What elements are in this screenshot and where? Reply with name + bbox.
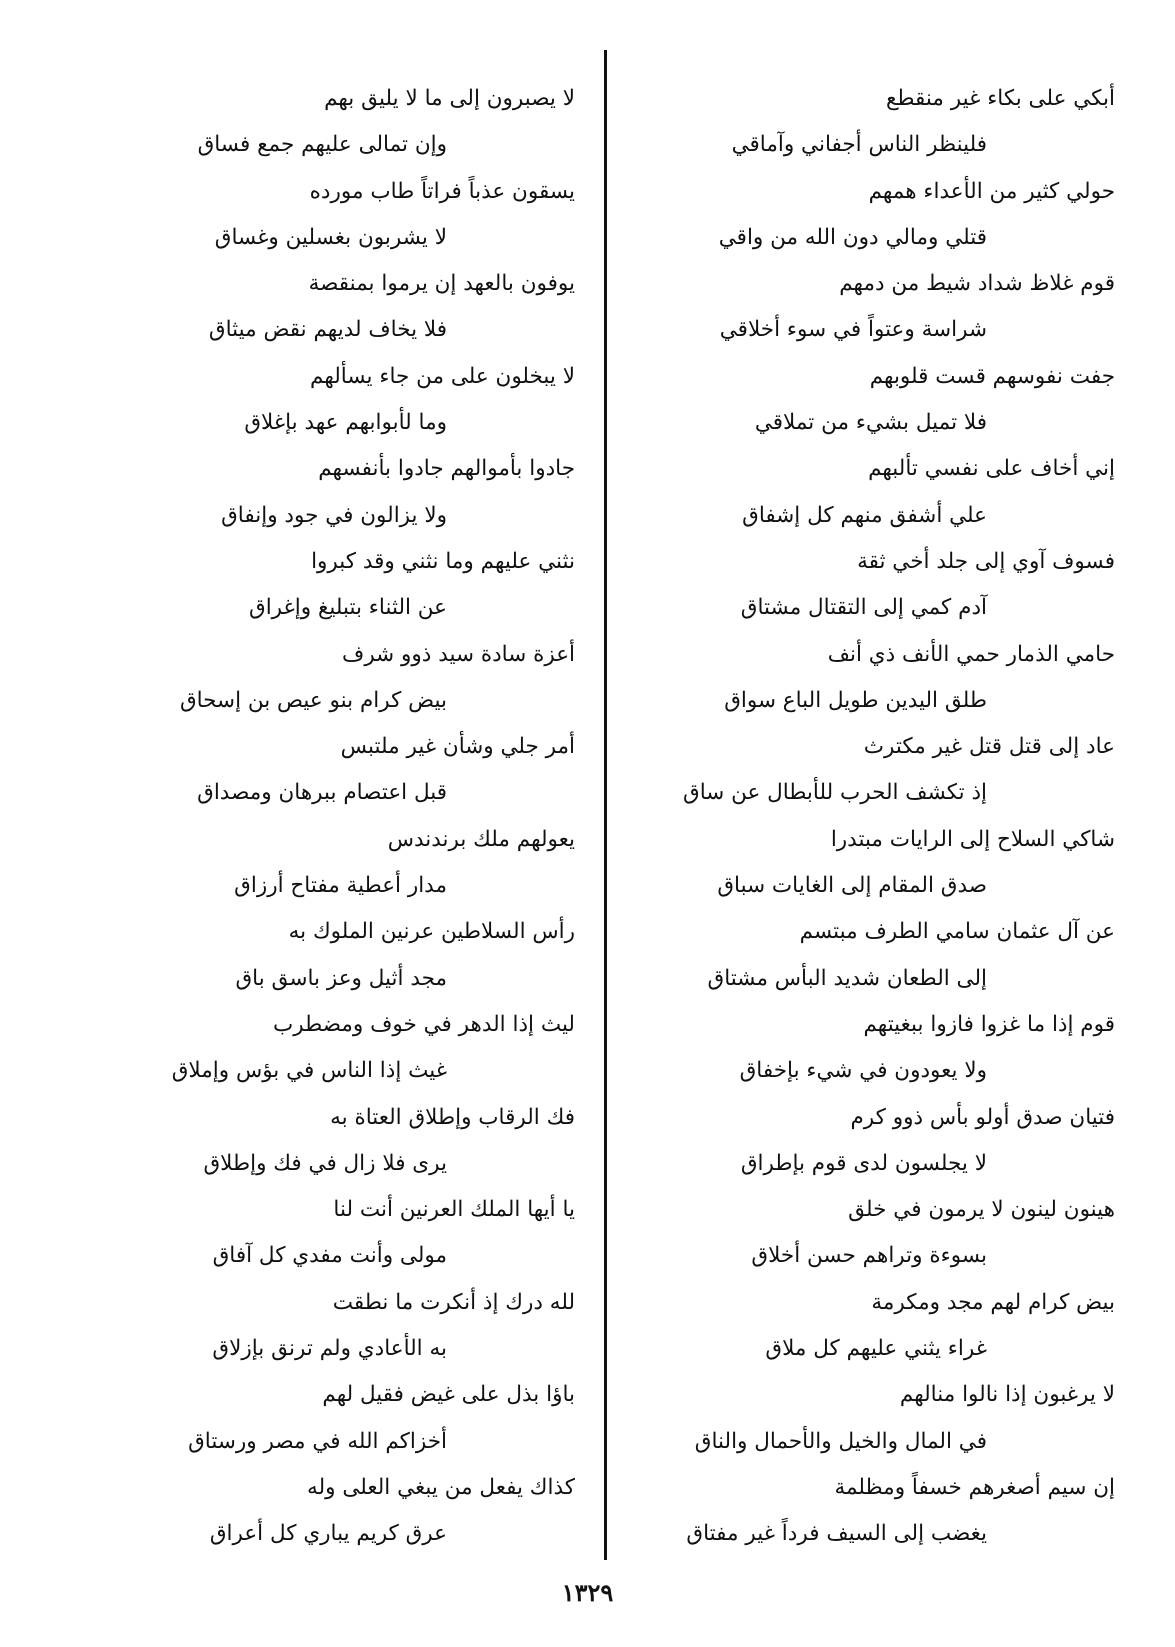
verse-line: علي أشفق منهم كل إشفاق bbox=[742, 502, 987, 528]
verse-line: يوفون بالعهد إن يرموا بمنقصة bbox=[308, 271, 575, 297]
verse-line: جادوا بأموالهم جادوا بأنفسهم bbox=[318, 456, 575, 482]
verse-line: به الأعادي ولم ترنق بإزلاق bbox=[212, 1336, 447, 1362]
verse-line: شاكي السلاح إلى الرايات مبتدرا bbox=[830, 826, 1115, 852]
verse-line: فلينظر الناس أجفاني وآماقي bbox=[731, 132, 987, 158]
verse-line: إن سيم أصغرهم خسفاً ومظلمة bbox=[834, 1474, 1115, 1500]
verse-line: نثني عليهم وما نثني وقد كبروا bbox=[311, 548, 575, 574]
verse-line: عن آل عثمان سامي الطرف مبتسم bbox=[799, 919, 1115, 945]
verse-line: كذاك يفعل من يبغي العلى وله bbox=[307, 1474, 575, 1500]
verse-line: لا يجلسون لدى قوم بإطراق bbox=[740, 1150, 987, 1176]
verse-line: صدق المقام إلى الغايات سباق bbox=[717, 873, 987, 899]
verse-line: ولا يعودون في شيء بإخفاق bbox=[739, 1058, 987, 1084]
verse-line: طلق اليدين طويل الباع سواق bbox=[724, 687, 987, 713]
verse-line: أمر جلي وشأن غير ملتبس bbox=[340, 734, 575, 760]
verse-line: أبكي على بكاء غير منقطع bbox=[885, 86, 1115, 111]
verse-line: عن الثناء بتبليغ وإغراق bbox=[249, 595, 447, 621]
verse-line: شراسة وعتواً في سوء أخلاقي bbox=[719, 317, 987, 343]
verse-line: لا يرغبون إذا نالوا منالهم bbox=[899, 1382, 1115, 1408]
verse-line: فلا تميل بشيء من تملاقي bbox=[754, 410, 987, 436]
verse-line: قتلي ومالي دون الله من واقي bbox=[718, 224, 987, 250]
verse-line: باؤا بذل على غيض فقيل لهم bbox=[322, 1382, 575, 1408]
verse-line: عرق كريم يباري كل أعراق bbox=[209, 1521, 447, 1547]
left-verse-column bbox=[75, 76, 575, 1558]
verse-line: إني أخاف على نفسي تألبهم bbox=[868, 456, 1115, 482]
verse-line: ولا يزالون في جود وإنفاق bbox=[221, 502, 447, 528]
verse-line: فسوف آوي إلى جلد أخي ثقة bbox=[857, 548, 1115, 574]
verse-line: قبل اعتصام ببرهان ومصداق bbox=[197, 780, 447, 806]
verse-line: يرى فلا زال في فك وإطلاق bbox=[203, 1150, 447, 1176]
verse-line: لا يشربون بغسلين وغساق bbox=[214, 224, 447, 250]
verse-line: وما لأبوابهم عهد بإغلاق bbox=[244, 410, 447, 436]
verse-line: بيض كرام بنو عيص بن إسحاق bbox=[179, 687, 447, 713]
verse-line: غيث إذا الناس في بؤس وإملاق bbox=[171, 1058, 447, 1084]
right-verse-column bbox=[615, 76, 1115, 1558]
verse-line: فلا يخاف لديهم نقض ميثاق bbox=[208, 317, 447, 343]
verse-line: لا يصبرون إلى ما لا يليق بهم bbox=[324, 86, 575, 111]
verse-line: فك الرقاب وإطلاق العتاة به bbox=[330, 1104, 575, 1130]
verse-line: فتيان صدق أولو بأس ذوو كرم bbox=[850, 1104, 1115, 1130]
verse-line: مدار أعطية مفتاح أرزاق bbox=[234, 873, 447, 899]
page-number: ١٣٢٩ bbox=[561, 1578, 614, 1607]
verse-line: رأس السلاطين عرنين الملوك به bbox=[288, 919, 575, 945]
verse-line: أخزاكم الله في مصر ورستاق bbox=[188, 1428, 447, 1454]
verse-line: يا أيها الملك العرنين أنت لنا bbox=[333, 1197, 575, 1223]
verse-line: في المال والخيل والأحمال والناق bbox=[694, 1428, 987, 1454]
verse-line: إلى الطعان شديد البأس مشتاق bbox=[707, 965, 987, 991]
verse-line: يسقون عذباً فراتاً طاب مورده bbox=[309, 178, 575, 204]
verse-line: عاد إلى قتل قتل غير مكترث bbox=[863, 734, 1115, 760]
verse-line: يعولهم ملك برندندس bbox=[387, 826, 575, 852]
verse-line: حامي الذمار حمي الأنف ذي أنف bbox=[827, 641, 1115, 667]
verse-line: حولي كثير من الأعداء همهم bbox=[868, 178, 1115, 204]
verse-line: آدم كمي إلى التقتال مشتاق bbox=[740, 595, 987, 621]
verse-line: قوم إذا ما غزوا فازوا ببغيتهم bbox=[863, 1011, 1115, 1037]
verse-line: أعزة سادة سيد ذوو شرف bbox=[342, 641, 575, 667]
verse-line: وإن تمالى عليهم جمع فساق bbox=[197, 132, 447, 158]
verse-line: مجد أثيل وعز باسق باق bbox=[235, 965, 447, 991]
verse-line: قوم غلاظ شداد شيط من دمهم bbox=[839, 271, 1115, 297]
verse-line: جفت نفوسهم قست قلوبهم bbox=[869, 363, 1115, 389]
verse-line: هينون لينون لا يرمون في خلق bbox=[848, 1197, 1115, 1223]
verse-line: لله درك إذ أنكرت ما نطقت bbox=[332, 1289, 575, 1315]
verse-line: يغضب إلى السيف فرداً غير مفتاق bbox=[686, 1521, 987, 1547]
verse-line: إذ تكشف الحرب للأبطال عن ساق bbox=[683, 780, 987, 806]
verse-line: غراء يثني عليهم كل ملاق bbox=[765, 1336, 987, 1362]
verse-line: ليث إذا الدهر في خوف ومضطرب bbox=[272, 1011, 575, 1037]
verse-line: مولى وأنت مفدي كل آفاق bbox=[212, 1243, 447, 1269]
verse-line: بسوءة وتراهم حسن أخلاق bbox=[751, 1243, 987, 1269]
verse-line: لا يبخلون على من جاء يسألهم bbox=[310, 363, 575, 389]
column-divider bbox=[604, 50, 607, 1560]
verse-line: بيض كرام لهم مجد ومكرمة bbox=[871, 1289, 1115, 1315]
